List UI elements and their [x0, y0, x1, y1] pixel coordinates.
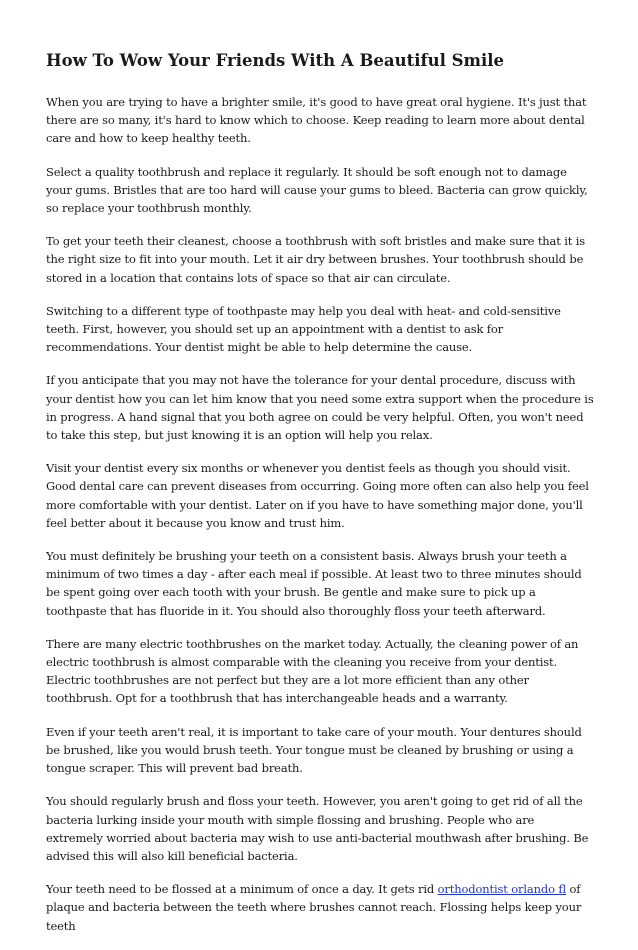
paragraph-2: Select a quality toothbrush and replace it regularly. It should be soft enough not to damage your gums. Bristles that are too hard will cause your gums to bleed. Bacteria can grow quickly, so replace your toothbrush monthly.	[46, 164, 588, 216]
paragraph-5: If you anticipate that you may not have the tolerance for your dental procedure, discuss with your dentist how you can let him know that you need some extra support when the procedure is in progress. A hand signal that you both agree on could be very helpful. Often, you won't need to take this step, but just knowing it is an option will help you relax.	[46, 373, 594, 443]
orthodontist-link[interactable]: orthodontist orlando fl	[437, 882, 566, 897]
paragraph-3: To get your teeth their cleanest, choose a toothbrush with soft bristles and make sure that it is the right size to fit into your mouth. Let it air dry between brushes. Your toothbrush should be stored in a location that contains lots of space so that air can circulate.	[46, 234, 586, 285]
paragraph-11-text-end: of plaque and bacteria between the teeth where brushes cannot reach. Flossing helps keep your teeth	[46, 882, 582, 933]
paragraph-11	[46, 880, 594, 935]
paragraph-4: Switching to a different type of toothpaste may help you deal with heat- and cold-sensitive teeth. First, however, you should set up an appointment with a dentist to ask for recommendations. Your dentist might be able to help determine the cause.	[46, 303, 561, 355]
paragraph-6: Visit your dentist every six months or whenever you dentist feels as though you should visit. Good dental care can prevent diseases from occurring. Going more often can also help you feel more comfortable with your dentist. Later on if you have to have something major done, you'll feel better about it because you know and trust him.	[46, 461, 589, 530]
paragraph-8: There are many electric toothbrushes on the market today. Actually, the cleaning power of an electric toothbrush is almost comparable with the cleaning you receive from your dentist. Electric toothbrushes are not perfect but they are a lot more efficient than any other toothbrush. Opt for a toothbrush that has interchangeable heads and a warranty.	[46, 636, 579, 706]
paragraph-1: When you are trying to have a brighter smile, it's good to have great oral hygiene. It's just that there are so many, it's hard to know which to choose. Keep reading to learn more about dental care and how to keep healthy teeth.	[46, 95, 587, 146]
article-body	[46, 50, 594, 950]
paragraph-10: You should regularly brush and floss your teeth. However, you aren't going to get rid of all the bacteria lurking inside your mouth with simple flossing and brushing. People who are extremely worried about bacteria may wish to use anti-bacterial mouthwash after brushing. Be advised this will also kill beneficial bacteria.	[46, 794, 589, 863]
article-title: How To Wow Your Friends With A Beautiful Smile	[46, 51, 505, 70]
paragraph-11-text-start: Your teeth need to be flossed at a minimum of once a day. It gets rid	[46, 882, 438, 897]
paragraph-7: You must definitely be brushing your teeth on a consistent basis. Always brush your teeth a minimum of two times a day - after each meal if possible. At least two to three minutes should be spent going over each tooth with your brush. Be gentle and make sure to pick up a toothpaste that has fluoride in it. You should also thoroughly floss your teeth afterward.	[46, 549, 582, 618]
paragraph-9: Even if your teeth aren't real, it is important to take care of your mouth. Your dentures should be brushed, like you would brush teeth. Your tongue must be cleaned by brushing or using a tongue scraper. This will prevent bad breath.	[46, 724, 582, 776]
